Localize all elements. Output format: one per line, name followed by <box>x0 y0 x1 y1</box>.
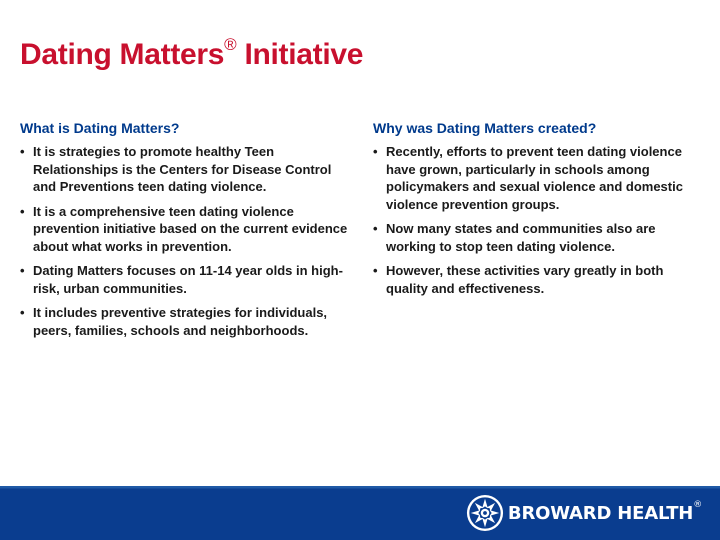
logo-text: BROWARD HEALTH <box>507 502 694 524</box>
list-item-text: Dating Matters focuses on 11-14 year olds in high-risk, urban communities. <box>33 263 343 296</box>
left-column-heading: What is Dating Matters? <box>20 120 180 136</box>
bullet-icon: • <box>373 263 378 278</box>
logo-registered-mark: ® <box>693 500 702 510</box>
slide-title <box>20 35 364 72</box>
list-item-text: It includes preventive strategies for individuals, peers, families, schools and neighborhoods. <box>33 305 328 338</box>
left-bullet-list <box>20 143 350 339</box>
footer-bar <box>0 486 720 540</box>
bullet-icon: • <box>20 263 25 278</box>
bullet-icon: • <box>20 144 25 159</box>
slide-title-text: Dating Matters <box>20 38 225 71</box>
bullet-icon: • <box>20 305 25 320</box>
list-item-text: It is strategies to promote healthy Teen Relationships is the Centers for Disease Control and Preventions teen dating violence. <box>33 144 332 194</box>
bullet-icon: • <box>20 203 25 219</box>
left-column <box>20 120 350 346</box>
list-item-text: However, these activities vary greatly in both quality and effectiveness. <box>386 263 664 296</box>
list-item <box>373 143 703 213</box>
right-column <box>373 120 703 304</box>
star-icon <box>466 494 504 532</box>
list-item <box>20 304 350 339</box>
list-item-text: Now many states and communities also are working to stop teen dating violence. <box>386 221 656 254</box>
list-item <box>373 220 703 255</box>
list-item <box>20 143 350 196</box>
slide-title-suffix: Initiative <box>236 38 364 71</box>
list-item-text: It is a comprehensive teen dating violence prevention initiative based on the current evidence about what works in prevention. <box>33 203 348 254</box>
list-item-text: Recently, efforts to prevent teen dating violence have grown, particularly in schools among policymakers and sexual violence and domestic violence prevention groups. <box>386 144 683 212</box>
broward-health-logo <box>466 494 702 532</box>
bullet-icon: • <box>373 221 378 236</box>
list-item <box>20 203 350 256</box>
list-item <box>20 262 350 297</box>
right-bullet-list <box>373 143 703 297</box>
bullet-icon: • <box>373 144 378 159</box>
registered-mark: ® <box>224 35 237 54</box>
right-column-heading: Why was Dating Matters created? <box>373 120 597 136</box>
list-item <box>373 262 703 297</box>
